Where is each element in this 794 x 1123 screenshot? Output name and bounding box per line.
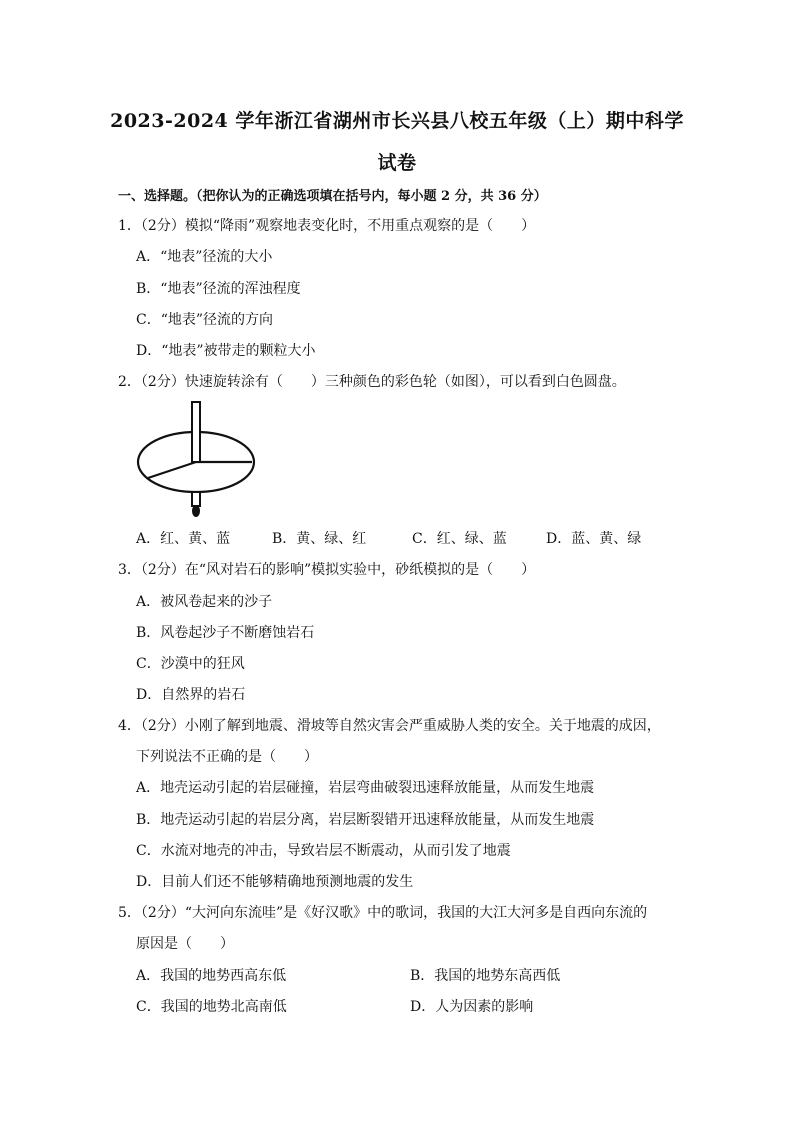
color-wheel-figure [128, 400, 278, 520]
q5-option-a: A．我国的地势西高东低 [136, 968, 287, 984]
q2-option-c: C．红、绿、蓝 [412, 531, 507, 547]
question-4-stem: 4．（2分）小刚了解到地震、滑坡等自然灾害会严重威胁人类的安全。关于地震的成因， [118, 718, 661, 734]
q4-option-c: C．水流对地壳的冲击，导致岩层不断震动，从而引发了地震 [136, 843, 511, 859]
q3-option-c: C．沙漠中的狂风 [136, 656, 245, 672]
q4-option-b: B．地壳运动引起的岩层分离，岩层断裂错开迅速释放能量，从而发生地震 [136, 812, 595, 828]
q1-option-a: A．“地表”径流的大小 [136, 249, 273, 265]
exam-title-line1: 2023-2024 学年浙江省湖州市长兴县八校五年级（上）期中科学 [110, 110, 684, 132]
q5-option-d: D．人为因素的影响 [410, 999, 534, 1015]
q2-option-a: A．红、黄、蓝 [136, 531, 231, 547]
wheel-axle-bottom [192, 492, 200, 506]
q4-option-d: D．目前人们还不能够精确地预测地震的发生 [136, 874, 414, 890]
question-5-stem-cont: 原因是（ ） [136, 936, 234, 952]
question-3-stem: 3．（2分）在“风对岩石的影响”模拟实验中，砂纸模拟的是（ ） [118, 562, 536, 578]
q5-option-c: C．我国的地势北高南低 [136, 999, 287, 1015]
question-2-stem: 2．（2分）快速旋转涂有（ ）三种颜色的彩色轮（如图），可以看到白色圆盘。 [118, 374, 626, 390]
exam-title-line2: 试卷 [377, 152, 417, 174]
q1-option-c: C．“地表”径流的方向 [136, 312, 274, 328]
q5-option-b: B．我国的地势东高西低 [410, 968, 561, 984]
section-heading: 一、选择题。（把你认为的正确选项填在括号内，每小题 2 分，共 36 分） [118, 189, 547, 204]
q3-option-b: B．风卷起沙子不断磨蚀岩石 [136, 625, 315, 641]
question-5-stem: 5．（2分）“大河向东流哇”是《好汉歌》中的歌词，我国的大江大河多是自西向东流的 [118, 905, 648, 921]
question-1-stem: 1．（2分）模拟“降雨”观察地表变化时，不用重点观察的是（ ） [118, 218, 536, 234]
wheel-axle-top [192, 402, 200, 462]
q4-option-a: A．地壳运动引起的岩层碰撞，岩层弯曲破裂迅速释放能量，从而发生地震 [136, 780, 595, 796]
q1-option-d: D．“地表”被带走的颗粒大小 [136, 343, 316, 359]
q3-option-d: D．自然界的岩石 [136, 687, 246, 703]
q2-option-b: B．黄、绿、红 [272, 531, 367, 547]
q2-option-d: D．蓝、黄、绿 [546, 531, 642, 547]
question-4-stem-cont: 下列说法不正确的是（ ） [136, 749, 318, 765]
wheel-tip [192, 505, 200, 517]
q3-option-a: A．被风卷起来的沙子 [136, 594, 273, 610]
q1-option-b: B．“地表”径流的浑浊程度 [136, 281, 301, 297]
wheel-divider-left [148, 462, 196, 478]
